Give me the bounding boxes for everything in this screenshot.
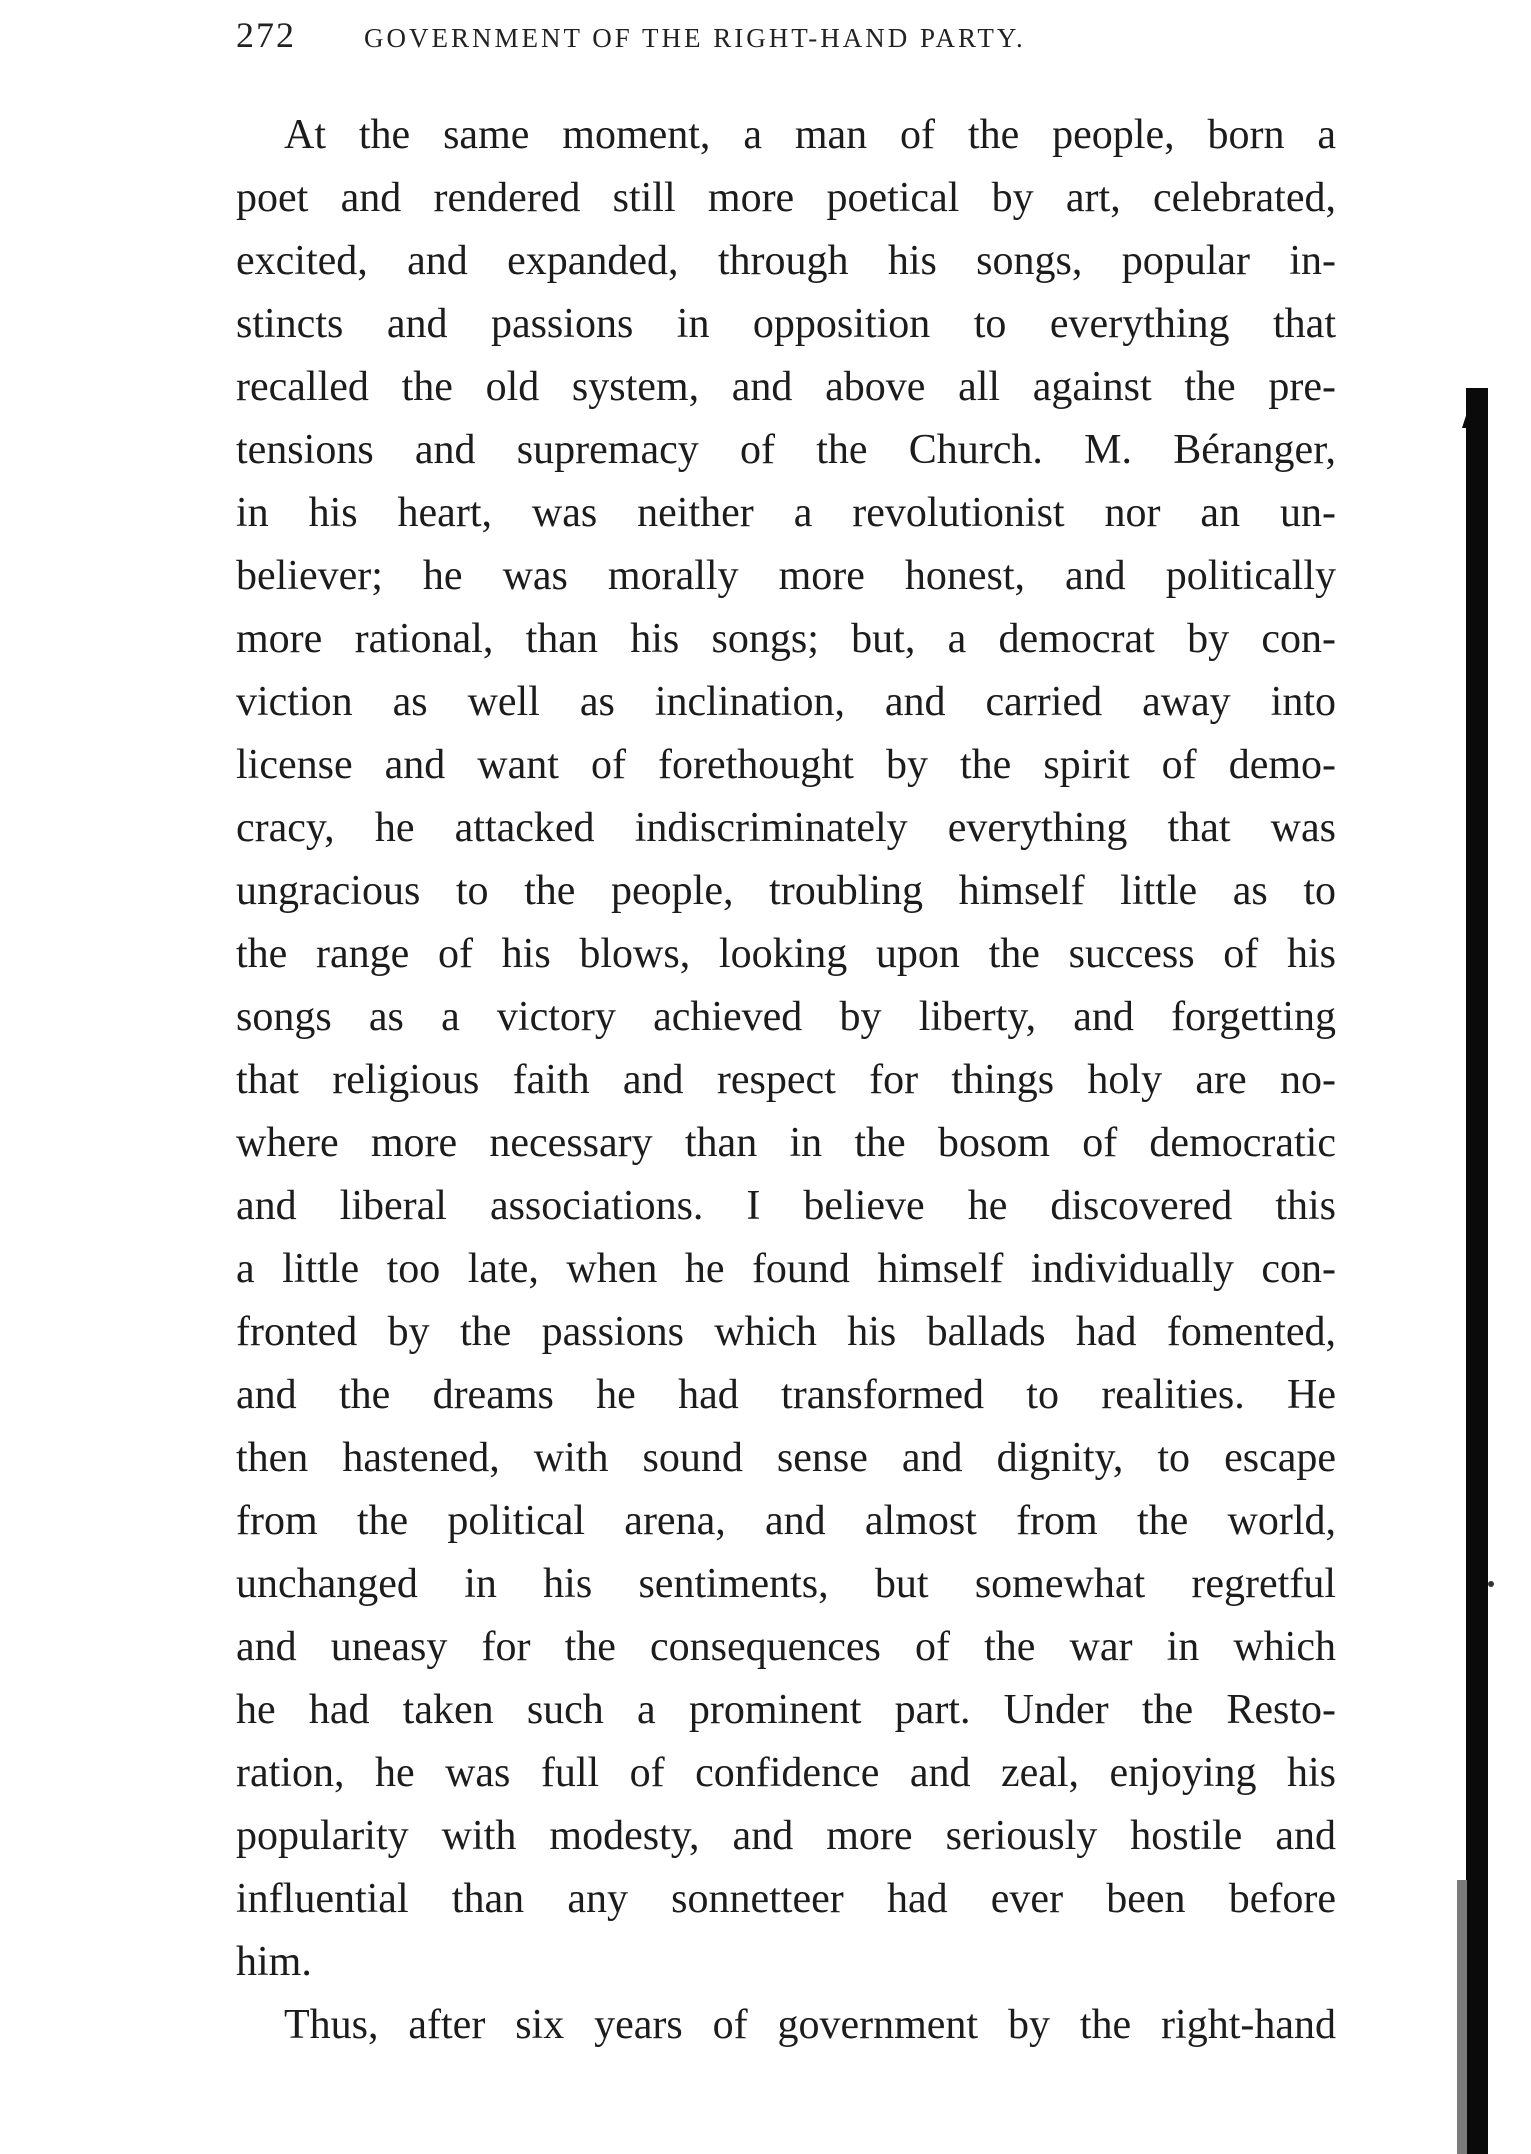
text-line: him. [236,1939,312,1985]
text-line: excited, and expanded, through his songs, popular in- [236,238,1336,284]
text-line: influential than any sonnetteer had ever been before [236,1876,1336,1922]
running-title: GOVERNMENT OF THE RIGHT-HAND PARTY. [364,23,1026,53]
text-line: he had taken such a prominent part. Under the Resto- [236,1687,1336,1733]
text-line: the range of his blows, looking upon the success of his [236,931,1336,977]
text-line: At the same moment, a man of the people, born a [284,112,1336,158]
text-line: license and want of forethought by the spirit of demo- [236,742,1336,788]
text-line: in his heart, was neither a revolutionist nor an un- [236,490,1336,536]
margin-speck [1488,1581,1494,1587]
text-line: Thus, after six years of government by the right-hand [284,2002,1336,2048]
text-line: viction as well as inclination, and carried away into [236,679,1336,725]
text-line: poet and rendered still more poetical by art, celebrated, [236,175,1336,221]
binding-edge-shade [1457,1880,1467,2154]
text-line: that religious faith and respect for things holy are no- [236,1057,1336,1103]
text-line: and the dreams he had transformed to realities. He [236,1372,1336,1418]
text-line: more rational, than his songs; but, a democrat by con- [236,616,1336,662]
text-line: fronted by the passions which his ballads had fomented, [236,1309,1336,1355]
text-line: ungracious to the people, troubling himself little as to [236,868,1336,914]
text-line: ration, he was full of confidence and zeal, enjoying his [236,1750,1336,1796]
text-line: songs as a victory achieved by liberty, and forgetting [236,994,1336,1040]
text-line: tensions and supremacy of the Church. M. Béranger, [236,427,1336,473]
text-line: a little too late, when he found himself individually con- [236,1246,1336,1292]
text-line: from the political arena, and almost from the world, [236,1498,1336,1544]
text-line: stincts and passions in opposition to everything that [236,301,1336,347]
text-line: where more necessary than in the bosom of democratic [236,1120,1336,1166]
text-line: popularity with modesty, and more seriously hostile and [236,1813,1336,1859]
text-line: cracy, he attacked indiscriminately everything that was [236,805,1336,851]
running-head [236,14,1236,64]
text-line: unchanged in his sentiments, but somewhat regretful [236,1561,1336,1607]
text-line: believer; he was morally more honest, and politically [236,553,1336,599]
text-line: and liberal associations. I believe he discovered this [236,1183,1336,1229]
text-line: then hastened, with sound sense and dignity, to escape [236,1435,1336,1481]
page-number: 272 [236,15,296,55]
body-text [236,104,1336,2057]
text-line: recalled the old system, and above all against the pre- [236,364,1336,410]
text-line: and uneasy for the consequences of the war in which [236,1624,1336,1670]
binding-edge [1466,388,1488,2154]
